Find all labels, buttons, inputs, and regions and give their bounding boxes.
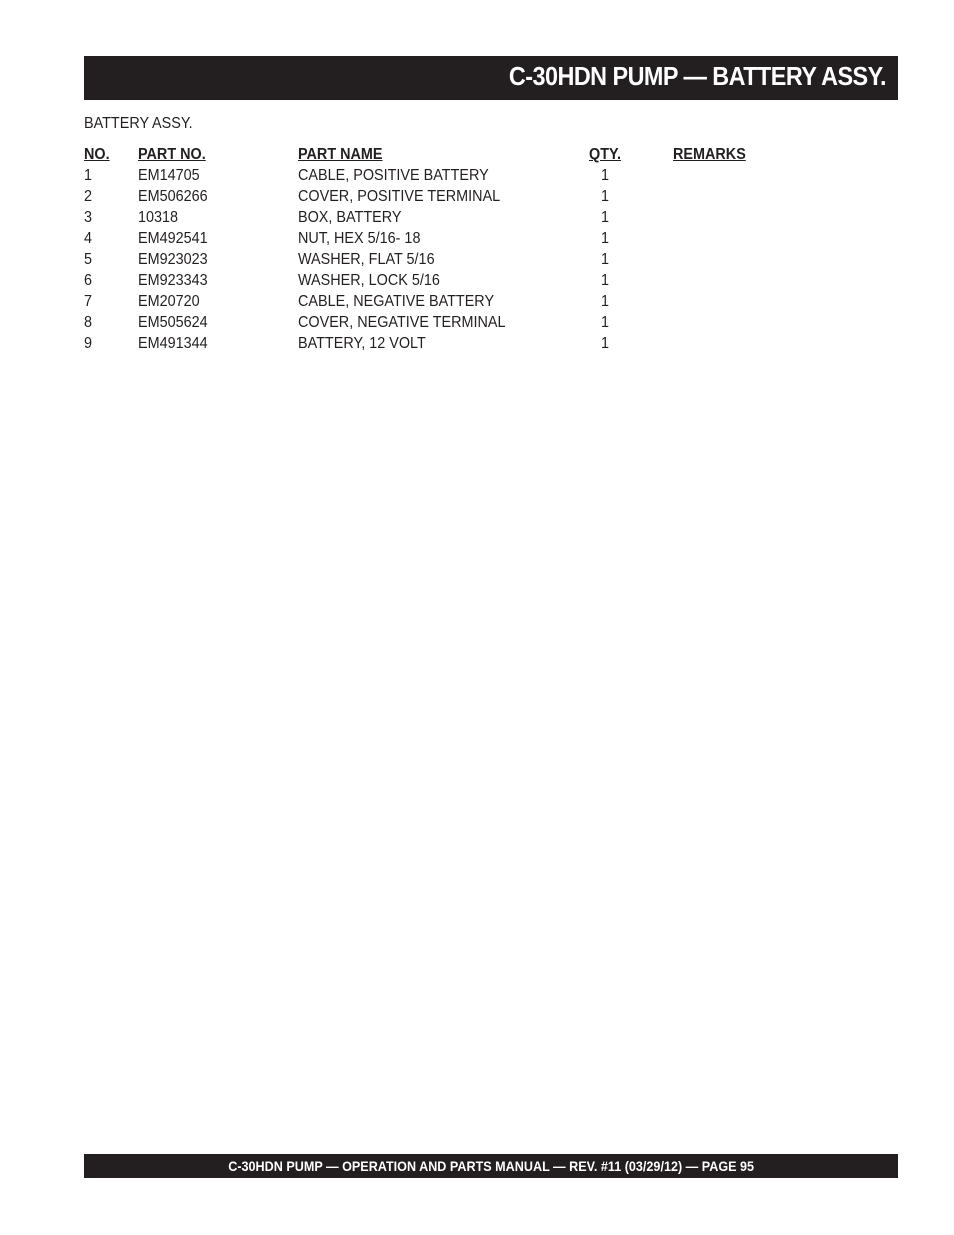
page-title: C-30HDN PUMP — BATTERY ASSY. [508, 61, 886, 91]
table-row [84, 249, 784, 270]
cell-part-no: EM506266 [138, 188, 208, 205]
cell-qty: 1 [601, 188, 610, 205]
column-header-part-name: PART NAME [298, 146, 383, 163]
cell-part-name: NUT, HEX 5/16- 18 [298, 230, 421, 247]
cell-qty: 1 [601, 272, 610, 289]
cell-no: 7 [84, 293, 93, 310]
cell-part-no: EM923343 [138, 272, 208, 289]
parts-table [84, 144, 784, 354]
table-row [84, 333, 784, 354]
cell-qty: 1 [601, 209, 610, 226]
cell-no: 9 [84, 335, 93, 352]
cell-part-name: CABLE, POSITIVE BATTERY [298, 167, 489, 184]
cell-part-no: EM505624 [138, 314, 208, 331]
cell-no: 6 [84, 272, 93, 289]
footer-text-wrapper [84, 1156, 898, 1176]
cell-qty: 1 [601, 167, 610, 184]
table-header-row [84, 144, 784, 165]
cell-qty: 1 [601, 230, 610, 247]
cell-part-no: EM923023 [138, 251, 208, 268]
footer-bar [84, 1154, 898, 1178]
cell-part-name: COVER, POSITIVE TERMINAL [298, 188, 501, 205]
cell-no: 5 [84, 251, 93, 268]
header-bar [84, 56, 898, 100]
cell-part-name: WASHER, FLAT 5/16 [298, 251, 435, 268]
table-row [84, 165, 784, 186]
cell-part-name: COVER, NEGATIVE TERMINAL [298, 314, 506, 331]
table-row [84, 312, 784, 333]
cell-part-no: 10318 [138, 209, 179, 226]
cell-no: 4 [84, 230, 93, 247]
table-row [84, 186, 784, 207]
footer-text: C-30HDN PUMP — OPERATION AND PARTS MANUAL — REV. #11 (03/29/12) — PAGE 95 [228, 1158, 754, 1174]
column-header-remarks: REMARKS [673, 146, 746, 163]
table-row [84, 270, 784, 291]
cell-no: 3 [84, 209, 93, 226]
cell-qty: 1 [601, 335, 610, 352]
table-row [84, 291, 784, 312]
cell-qty: 1 [601, 251, 610, 268]
cell-part-no: EM20720 [138, 293, 200, 310]
cell-part-name: BOX, BATTERY [298, 209, 402, 226]
cell-no: 8 [84, 314, 93, 331]
cell-part-no: EM14705 [138, 167, 200, 184]
cell-part-name: CABLE, NEGATIVE BATTERY [298, 293, 495, 310]
column-header-part-no: PART NO. [138, 146, 206, 163]
cell-qty: 1 [601, 314, 610, 331]
cell-qty: 1 [601, 293, 610, 310]
cell-no: 2 [84, 188, 93, 205]
cell-no: 1 [84, 167, 93, 184]
table-row [84, 207, 784, 228]
section-label: BATTERY ASSY. [84, 115, 193, 132]
table-row [84, 228, 784, 249]
cell-part-name: WASHER, LOCK 5/16 [298, 272, 440, 289]
cell-part-name: BATTERY, 12 VOLT [298, 335, 426, 352]
cell-part-no: EM492541 [138, 230, 208, 247]
column-header-no: NO. [84, 146, 110, 163]
column-header-qty: QTY. [589, 146, 622, 163]
cell-part-no: EM491344 [138, 335, 208, 352]
